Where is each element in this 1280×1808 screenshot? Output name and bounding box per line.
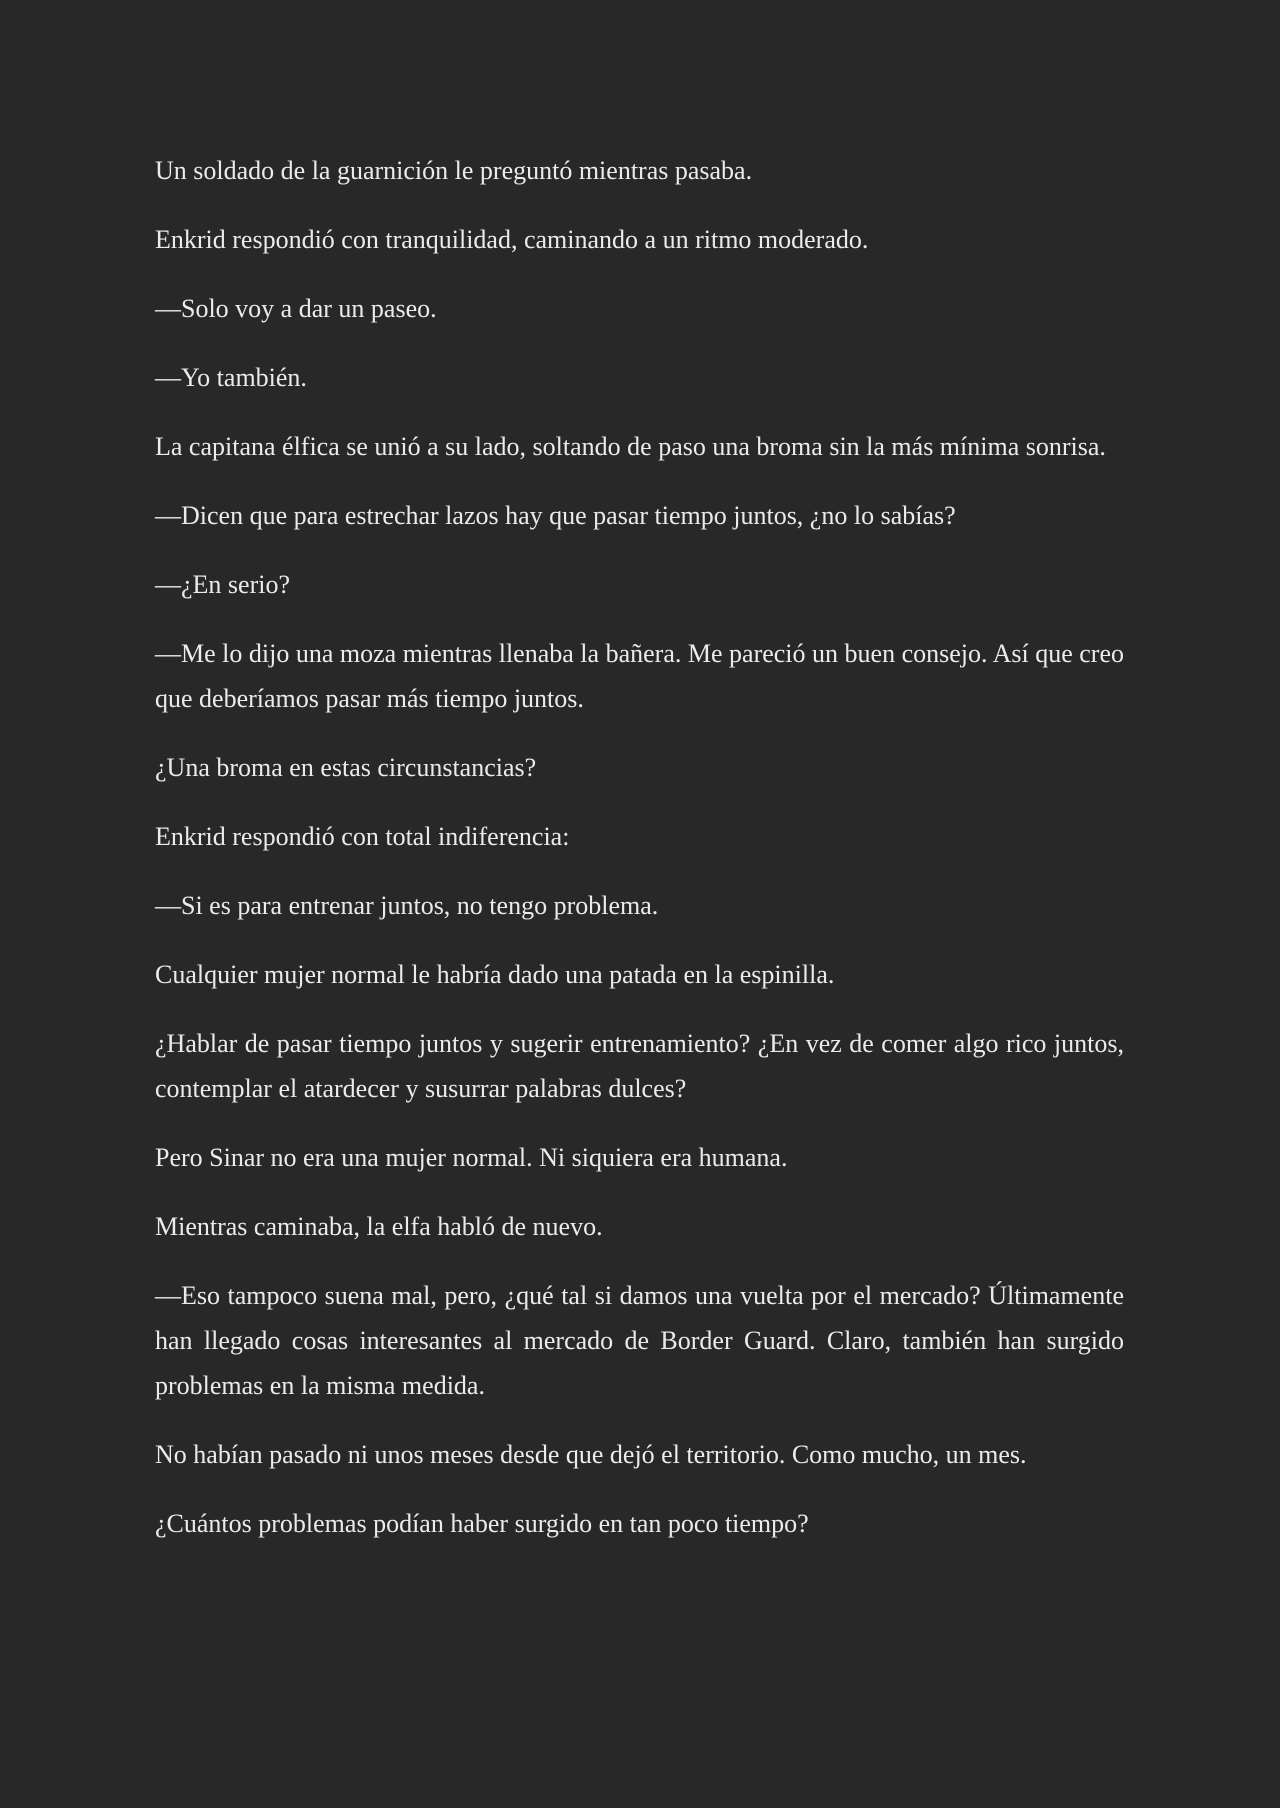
paragraph: La capitana élfica se unió a su lado, soltando de paso una broma sin la más mínima sonrisa. (155, 432, 1106, 461)
paragraph: Enkrid respondió con tranquilidad, caminando a un ritmo moderado. (155, 225, 869, 254)
paragraph: —Me lo dijo una moza mientras llenaba la bañera. Me pareció un buen consejo. Así que creo que deberíamos pasar más tiempo juntos. (155, 639, 1124, 713)
paragraph: Pero Sinar no era una mujer normal. Ni siquiera era humana. (155, 1143, 788, 1172)
paragraph: ¿Cuántos problemas podían haber surgido en tan poco tiempo? (155, 1509, 809, 1538)
paragraph: Enkrid respondió con total indiferencia: (155, 822, 570, 851)
paragraph: Cualquier mujer normal le habría dado una patada en la espinilla. (155, 960, 835, 989)
paragraph: —Si es para entrenar juntos, no tengo problema. (155, 891, 659, 920)
paragraph: —Solo voy a dar un paseo. (155, 294, 437, 323)
paragraph: Un soldado de la guarnición le preguntó mientras pasaba. (155, 156, 753, 185)
paragraph: ¿Una broma en estas circunstancias? (155, 753, 537, 782)
paragraph: No habían pasado ni unos meses desde que dejó el territorio. Como mucho, un mes. (155, 1440, 1027, 1469)
paragraph: Mientras caminaba, la elfa habló de nuevo. (155, 1212, 603, 1241)
paragraph: —Eso tampoco suena mal, pero, ¿qué tal si damos una vuelta por el mercado? Últimamente han llegado cosas interesantes al mercado de Border Guard. Claro, también han surgido problemas en la misma medida. (155, 1281, 1124, 1400)
paragraph: ¿Hablar de pasar tiempo juntos y sugerir entrenamiento? ¿En vez de comer algo rico juntos, contemplar el atardecer y susurrar palabras dulces? (155, 1029, 1124, 1103)
paragraph: —¿En serio? (155, 570, 291, 599)
paragraph: —Dicen que para estrechar lazos hay que pasar tiempo juntos, ¿no lo sabías? (155, 501, 956, 530)
paragraph: —Yo también. (155, 363, 307, 392)
